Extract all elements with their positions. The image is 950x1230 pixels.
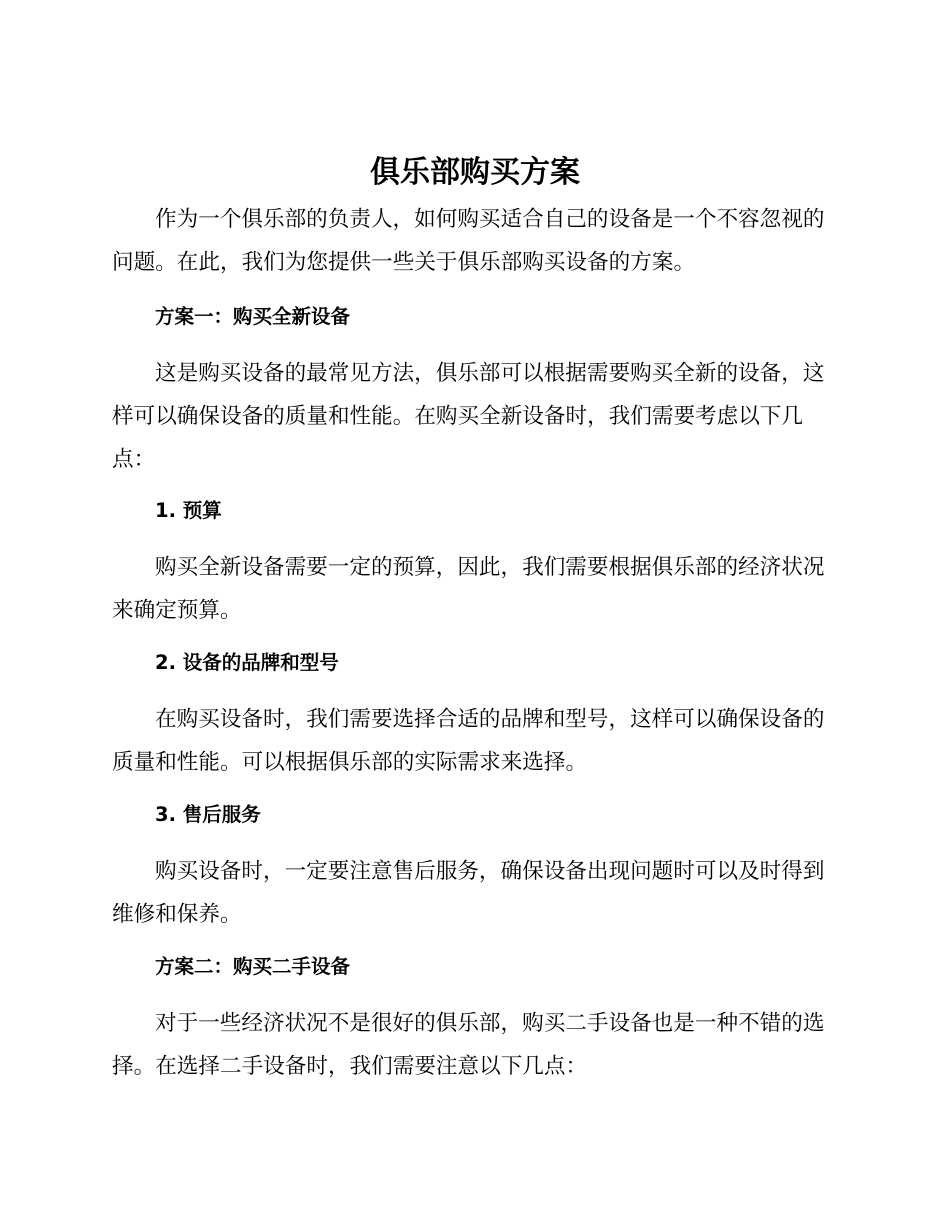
plan-two-paragraph: 对于一些经济状况不是很好的俱乐部，购买二手设备也是一种不错的选择。在选择二手设备时，我们需要注意以下几点： — [112, 1011, 825, 1079]
point-brand-paragraph: 在购买设备时，我们需要选择合适的品牌和型号，这样可以确保设备的质量和性能。可以根据俱乐部的实际需求来选择。 — [112, 707, 825, 775]
plan-two-heading: 方案二：购买二手设备 — [155, 955, 351, 978]
point-service-paragraph: 购买设备时，一定要注意售后服务，确保设备出现问题时可以及时得到维修和保养。 — [112, 859, 825, 927]
page-title: 俱乐部购买方案 — [370, 155, 580, 190]
point-service-heading: 3. 售后服务 — [155, 803, 261, 826]
plan-one-heading: 方案一：购买全新设备 — [155, 305, 351, 328]
intro-paragraph: 作为一个俱乐部的负责人，如何购买适合自己的设备是一个不容忽视的问题。在此，我们为您提供一些关于俱乐部购买设备的方案。 — [112, 207, 825, 275]
point-brand-heading: 2. 设备的品牌和型号 — [155, 651, 339, 674]
plan-one-paragraph: 这是购买设备的最常见方法，俱乐部可以根据需要购买全新的设备，这样可以确保设备的质量和性能。在购买全新设备时，我们需要考虑以下几点： — [112, 361, 825, 472]
point-budget-paragraph: 购买全新设备需要一定的预算，因此，我们需要根据俱乐部的经济状况来确定预算。 — [112, 555, 825, 623]
point-budget-heading: 1. 预算 — [155, 499, 222, 522]
